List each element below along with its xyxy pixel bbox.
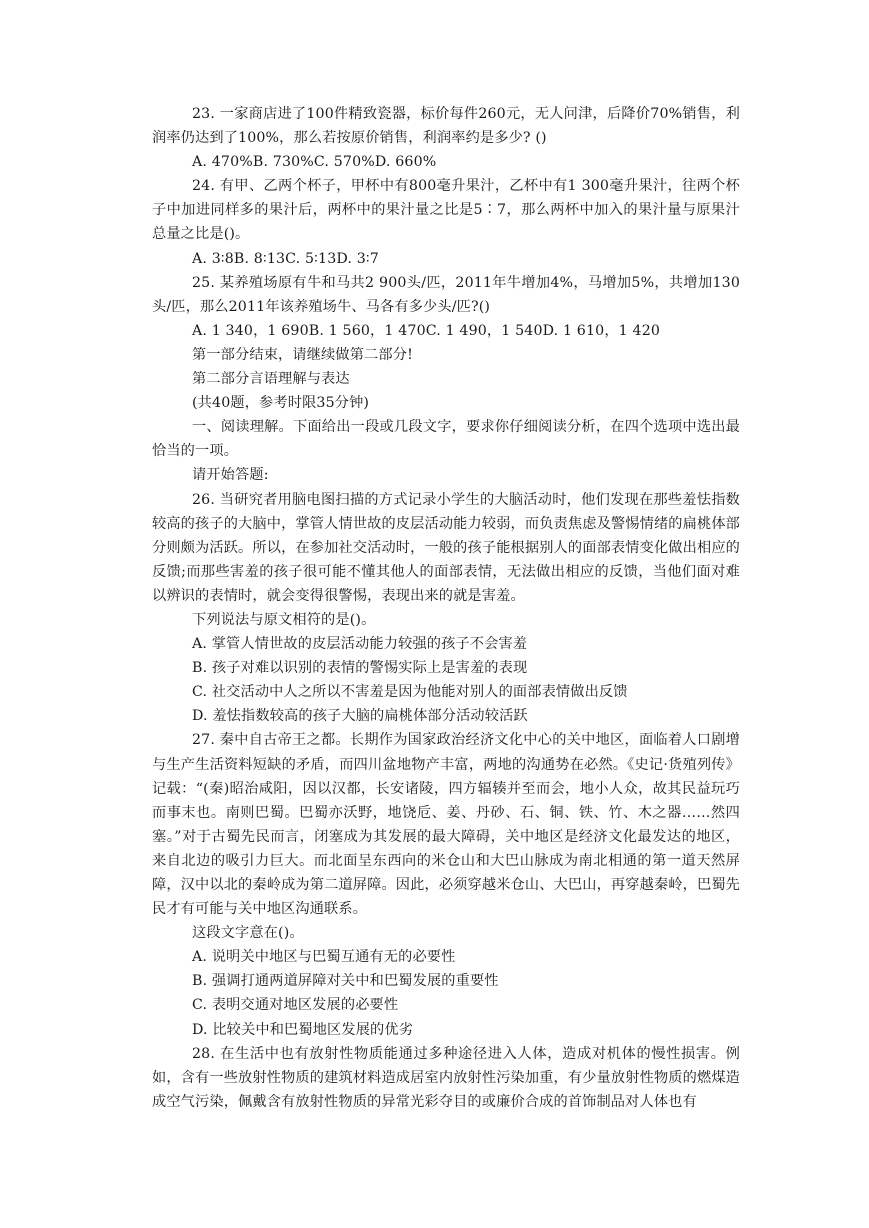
question-26-prompt: 下列说法与原文相符的是()。 xyxy=(192,611,376,628)
question-26-option-a: A. 掌管人情世故的皮层活动能力较强的孩子不会害羞 xyxy=(192,636,528,653)
question-25-stem: 25. 某养殖场原有牛和马共2 900头/匹，2011年牛增加4%，马增加5%，共增加130头/匹，那么2011年该养殖场牛、马各有多少头/匹?() xyxy=(152,274,740,315)
question-23-options: A. 470%B. 730%C. 570%D. 660% xyxy=(192,154,437,171)
start-prompt: 请开始答题: xyxy=(192,467,269,484)
part2-info: (共40题，参考时限35分钟) xyxy=(192,395,370,412)
question-27-option-c: C. 表明交通对地区发展的必要性 xyxy=(192,997,399,1014)
part1-end-notice: 第一部分结束，请继续做第二部分! xyxy=(192,346,413,363)
question-26-option-c: C. 社交活动中人之所以不害羞是因为他能对别人的面部表情做出反馈 xyxy=(192,684,628,701)
question-27-option-d: D. 比较关中和巴蜀地区发展的优劣 xyxy=(192,1021,414,1038)
document-body xyxy=(152,102,740,1114)
question-24-stem: 24. 有甲、乙两个杯子，甲杯中有800毫升果汁，乙杯中有1 300毫升果汁，往两个杯子中加进同样多的果汁后，两杯中的果汁量之比是5∶7，那么两杯中加入的果汁量与原果汁总量之比是()。 xyxy=(152,178,740,243)
reading-intro: 一、阅读理解。下面给出一段或几段文字，要求你仔细阅读分析，在四个选项中选出最恰当的一项。 xyxy=(152,419,740,460)
part2-title: 第二部分言语理解与表达 xyxy=(192,371,350,388)
question-26-passage: 26. 当研究者用脑电图扫描的方式记录小学生的大脑活动时，他们发现在那些羞怯指数较高的孩子的大脑中，掌管人情世故的皮层活动能力较弱，而负责焦虑及警惕情绪的扁桃体部分则颇为活跃。所以，在参加社交活动时，一般的孩子能根据别人的面部表情变化做出相应的反馈;而那些害羞的孩子很可能不懂其他人的面部表情，无法做出相应的反馈，当他们面对难以辨识的表情时，就会变得很警惕，表现出来的就是害羞。 xyxy=(152,491,740,604)
question-27-option-a: A. 说明关中地区与巴蜀互通有无的必要性 xyxy=(192,949,456,966)
question-27-passage: 27. 秦中自古帝王之都。长期作为国家政治经济文化中心的关中地区，面临着人口剧增与生产生活资料短缺的矛盾，而四川盆地物产丰富，两地的沟通势在必然。《史记·货殖列传》记载：“(秦)昭治咸阳，因以汉都，长安诸陵，四方辐辏并至而会，地小人众，故其民益玩巧而事末也。南则巴蜀。巴蜀亦沃野，地饶卮、姜、丹砂、石、铜、铁、竹、木之器……然四塞。”对于古蜀先民而言，闭塞成为其发展的最大障碍，关中地区是经济文化最发达的地区，来自北边的吸引力巨大。而北面呈东西向的米仓山和大巴山脉成为南北相通的第一道天然屏障，汉中以北的秦岭成为第二道屏障。因此，必须穿越米仓山、大巴山，再穿越秦岭，巴蜀先民才有可能与关中地区沟通联系。 xyxy=(152,732,740,918)
question-26-option-d: D. 羞怯指数较高的孩子大脑的扁桃体部分活动较活跃 xyxy=(192,708,528,725)
question-25-options: A. 1 340，1 690B. 1 560，1 470C. 1 490，1 540D. 1 610，1 420 xyxy=(192,322,661,339)
question-28-passage: 28. 在生活中也有放射性物质能通过多种途径进入人体，造成对机体的慢性损害。例如，含有一些放射性物质的建筑材料造成居室内放射性污染加重，有少量放射性物质的燃煤造成空气污染，佩戴含有放射性物质的异常光彩夺目的或廉价合成的首饰制品对人体也有 xyxy=(152,1045,740,1110)
question-23-stem: 23. 一家商店进了100件精致瓷器，标价每件260元，无人问津，后降价70%销售，利润率仍达到了100%，那么若按原价销售，利润率约是多少? () xyxy=(152,106,740,147)
question-26-option-b: B. 孩子对难以识别的表情的警惕实际上是害羞的表现 xyxy=(192,660,528,677)
question-24-options: A. 3∶8B. 8∶13C. 5∶13D. 3∶7 xyxy=(192,250,379,267)
question-27-prompt: 这段文字意在()。 xyxy=(192,925,304,942)
question-27-option-b: B. 强调打通两道屏障对关中和巴蜀发展的重要性 xyxy=(192,973,499,990)
